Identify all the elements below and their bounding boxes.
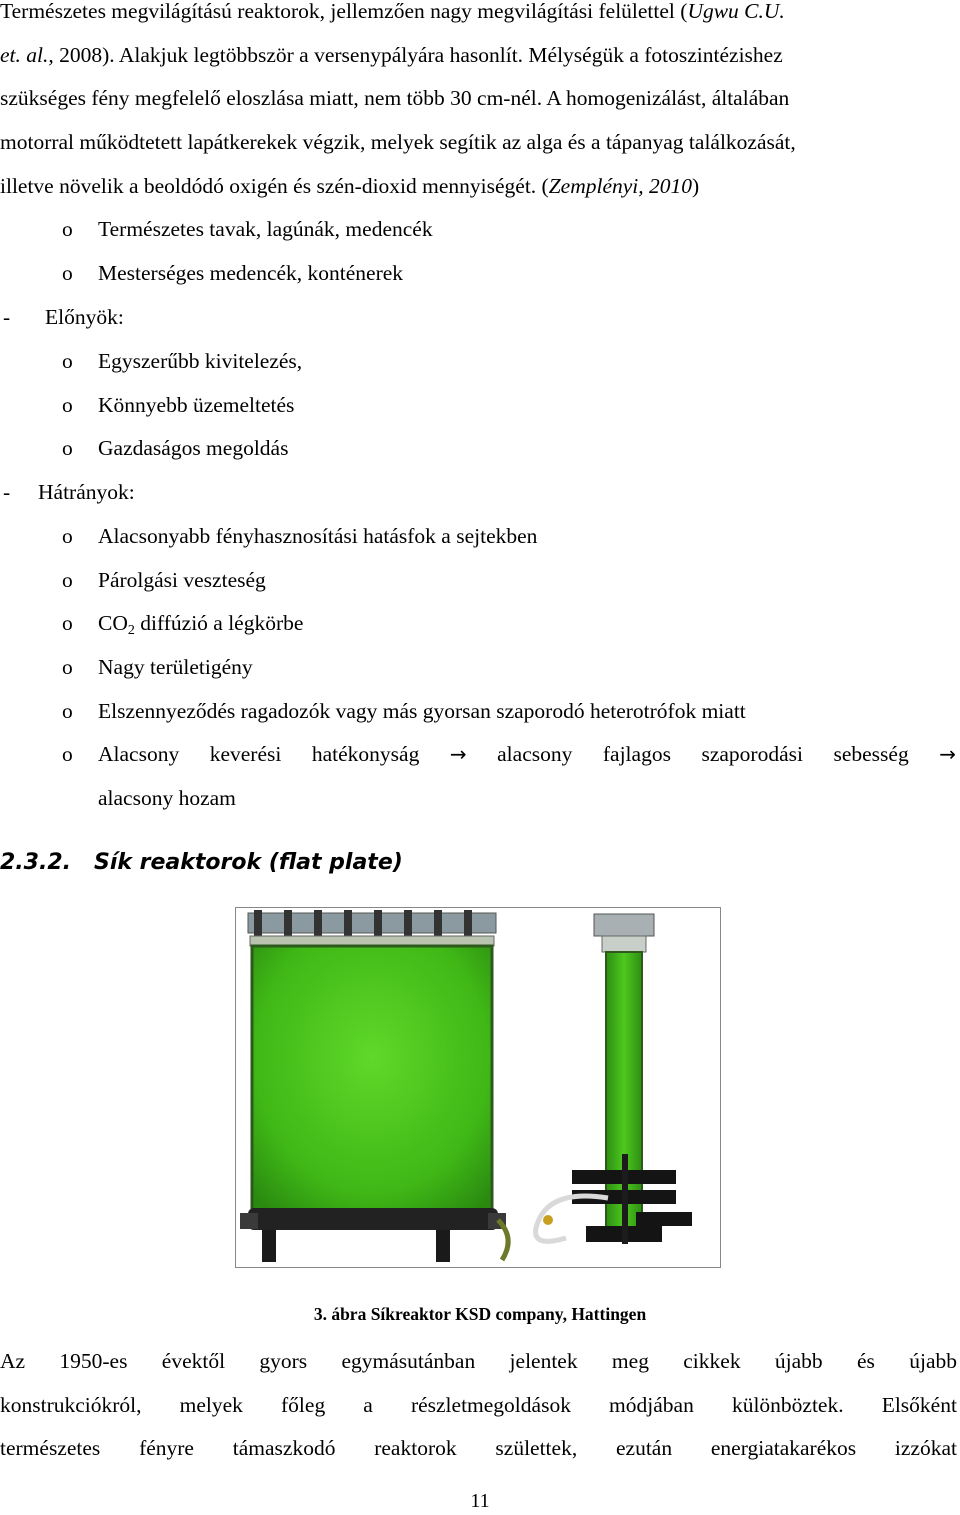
intro-line-4: motorral működtetett lapátkerekek végzik, melyek segítik az alga és a tápanyag találkozását, xyxy=(0,130,796,155)
section-heading: 2.3.2. Sík reaktorok (flat plate) xyxy=(0,850,403,875)
front-view-reactor xyxy=(240,910,508,1262)
bullet: o xyxy=(62,261,73,285)
side-view-reactor xyxy=(536,914,692,1244)
closing-line-2: konstrukciókról, melyek főleg a részletmegoldások módjában különböztek. Elsőként xyxy=(0,1392,957,1417)
intro-line-5: illetve növelik a beoldódó oxigén és szén-dioxid mennyiségét. (Zemplényi, 2010) xyxy=(0,173,700,198)
intro-line-1: Természetes megvilágítású reaktorok, jellemzően nagy megvilágítási felülettel (Ugwu C.U. xyxy=(0,0,785,23)
intro-line-3: szükséges fény megfelelő eloszlása miatt, nem több 30 cm-nél. A homogenizálást, általában xyxy=(0,86,790,111)
arrow-right-icon: → xyxy=(939,742,956,766)
intro-paragraph xyxy=(0,0,957,209)
reactor-photo xyxy=(236,908,720,1267)
page-number: 11 xyxy=(470,1490,490,1512)
closing-line-3: természetes fényre támaszkodó reaktorok születtek, ezután energiatakarékos izzókat xyxy=(0,1436,957,1461)
intro-line-2: et. al., 2008). Alakjuk legtöbbször a versenypályára hasonlít. Mélységük a fotoszintézishez xyxy=(0,42,783,67)
figure-flat-plate-reactor xyxy=(235,907,721,1268)
last-item-line: Alacsony keverési hatékonyság → alacsony fajlagos szaporodási sebesség → xyxy=(98,742,956,766)
closing-paragraph xyxy=(0,1340,957,1471)
closing-line-1: Az 1950-es évektől gyors egymásutánban jelentek meg cikkek újabb és újabb xyxy=(0,1349,957,1373)
arrow-right-icon: → xyxy=(449,742,467,766)
figure-caption: 3. ábra Síkreaktor KSD company, Hattingen xyxy=(313,1304,647,1324)
list-item-continuation: alacsony hozam xyxy=(98,786,236,810)
bullet: o xyxy=(62,217,73,241)
